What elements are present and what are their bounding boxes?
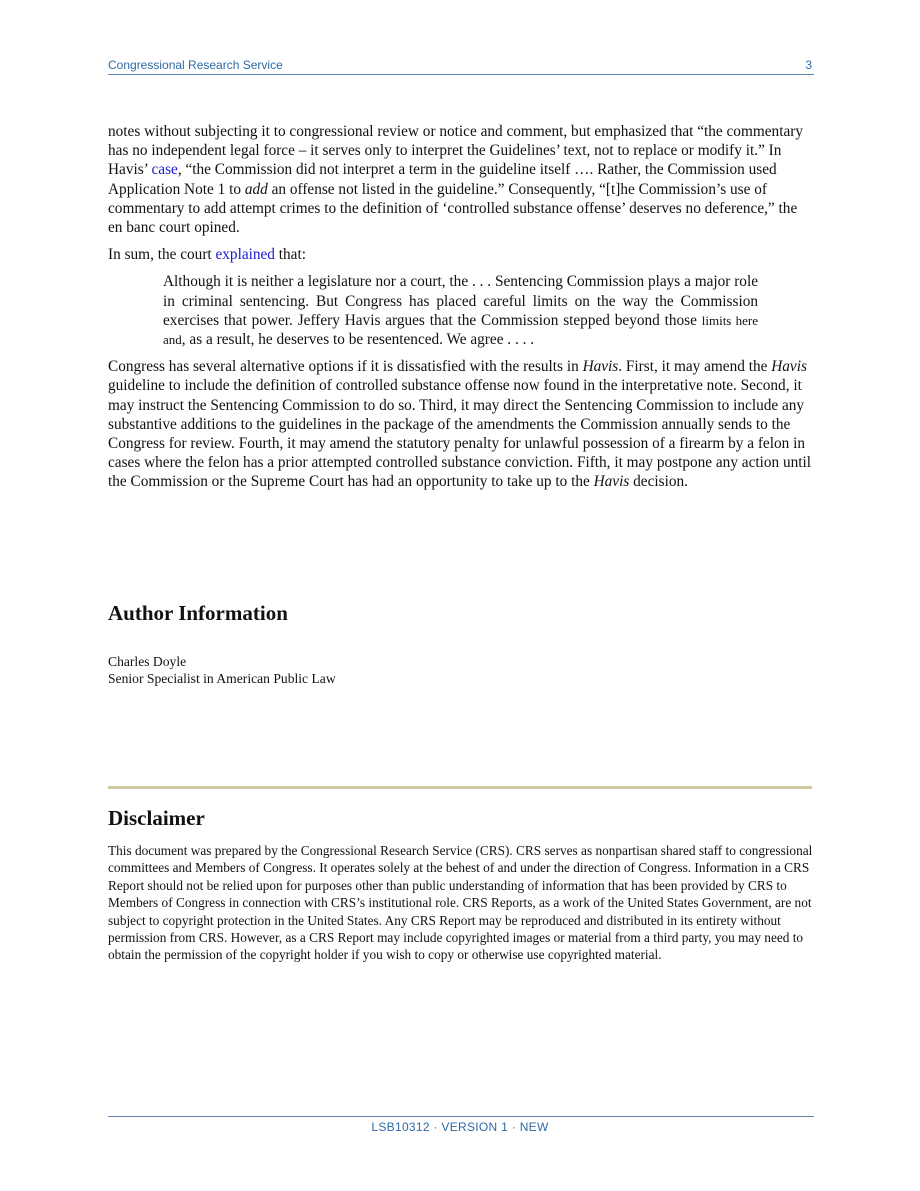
header-org-name: Congressional Research Service (108, 58, 283, 72)
explained-link[interactable]: explained (215, 246, 275, 264)
para2-text-1: In sum, the court (108, 246, 216, 264)
author-block (108, 653, 336, 688)
author-title: Senior Specialist in American Public Law (108, 671, 336, 687)
paragraph-congress-options (108, 357, 814, 491)
quote-text-small: limits here and (163, 312, 758, 348)
case-link[interactable]: case (151, 161, 178, 179)
paragraph-in-sum (108, 245, 814, 264)
footer-doc-id: LSB10312 · VERSION 1 · NEW (371, 1120, 549, 1134)
footer-divider (108, 1116, 814, 1117)
para1-emphasis-add: add (244, 180, 268, 198)
section-divider (108, 786, 812, 789)
para3-text-2: . First, it may amend the (618, 358, 772, 376)
havis-italic-1: Havis (582, 358, 619, 376)
para3-text-1: Congress has several alternative options if it is dissatisfied with the results in (108, 358, 583, 376)
block-quote (163, 272, 758, 349)
havis-italic-2: Havis (771, 358, 807, 376)
running-header (108, 57, 814, 75)
para3-text-4: decision. (629, 473, 688, 491)
para1-text-2: , “the Commission did not interpret a term in the guideline itself …. Rather, the Commission used Application Note 1 to (108, 161, 777, 198)
quote-text-1: Although it is neither a legislature nor a court, the . . . Sentencing Commission plays a major role in criminal sentencing. But Congress has placed careful limits on the way the Commission exercises that power. Jeffery Havis argues that the Commission stepped beyond those (163, 273, 758, 329)
disclaimer-heading: Disclaimer (108, 806, 205, 830)
para2-text-2: that: (274, 246, 306, 264)
author-information-heading: Author Information (108, 601, 288, 625)
main-body (108, 122, 814, 500)
para1-text-1: notes without subjecting it to congressional review or notice and comment, but emphasized that “the commentary has no independent legal force – it serves only to interpret the Guidelines’ text, not to replace or modify it.” In Havis’ (108, 123, 803, 179)
quote-text-2: , as a result, he deserves to be resentenced. We agree . . . . (181, 331, 535, 349)
disclaimer-text: This document was prepared by the Congressional Research Service (CRS). CRS serves as nonpartisan shared staff to congressional committees and Members of Congress. It operates solely at the behest of and under the direction of Congress. Information in a CRS Report should not be relied upon for purposes other than public understanding of information that has been provided by CRS to Members of Congress in connection with CRS’s institutional role. CRS Reports, as a work of the United States Government, are not subject to copyright protection in the United States. Any CRS Report may be reproduced and distributed in its entirety without permission from CRS. However, as a CRS Report may include copyrighted images or material from a third party, you may need to obtain the permission of the copyright holder if you wish to copy or otherwise use copyrighted material. (108, 843, 813, 963)
para1-text-3: an offense not listed in the guideline.” Consequently, “[t]he Commission’s use of commentary to add attempt crimes to the definition of ‘controlled substance offense’ deserves no deference,” the en banc court opined. (108, 180, 798, 237)
para3-text-3: guideline to include the definition of controlled substance offense now found in the interpretative note. Second, it may instruct the Sentencing Commission to do so. Third, it may direct the Sentencing Commission to include any substantive additions to the guidelines in the package of the amendments the Commission annually sends to the Congress for review. Fourth, it may amend the statutory penalty for unlawful possession of a firearm by a felon in cases where the felon has a prior attempted controlled substance conviction. Fifth, it may postpone any action until the Commission or the Supreme Court has had an opportunity to take up to the (108, 377, 812, 491)
havis-italic-3: Havis (593, 473, 630, 491)
author-name: Charles Doyle (108, 654, 187, 669)
page-number: 3 (805, 58, 812, 72)
paragraph-havis-commentary (108, 122, 814, 237)
